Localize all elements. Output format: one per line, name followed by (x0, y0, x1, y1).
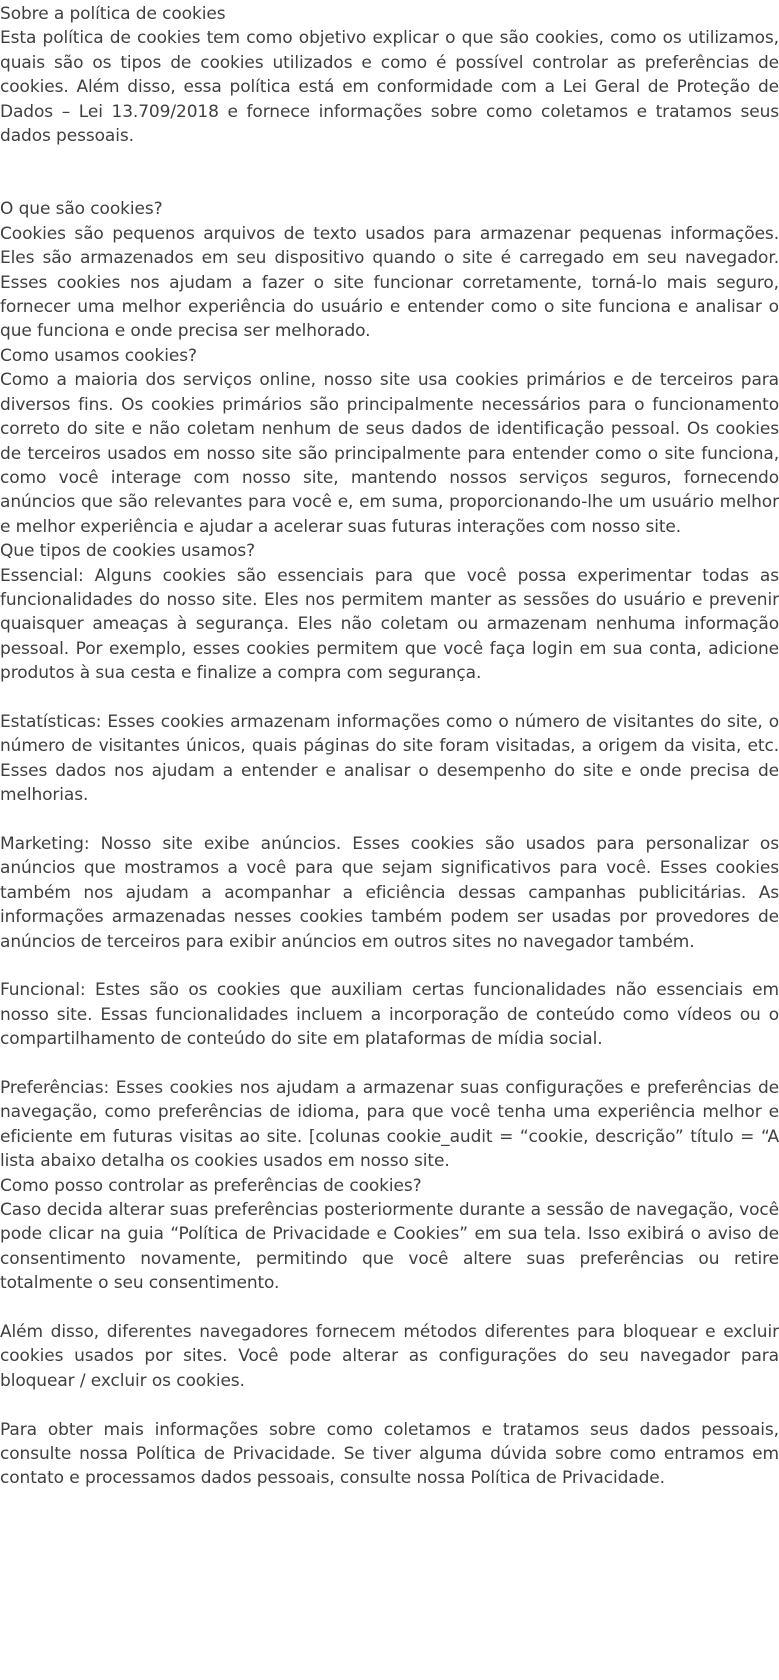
spacer (0, 808, 779, 832)
paragraph-preferences: Preferências: Esses cookies nos ajudam a armazenar suas configurações e preferências de navegação, como preferências de idioma, para que você tenha uma experiência melhor e eficiente em futuras visitas ao site. [colunas cookie_audit = “cookie, descrição” título = “A lista abaixo detalha os cookies usados em nosso site. (0, 1078, 779, 1172)
spacer (0, 1393, 779, 1417)
paragraph-functional: Funcional: Estes são os cookies que auxiliam certas funcionalidades não essenciais em nosso site. Essas funcionalidades incluem a incorporação de conteúdo como vídeos ou o compartilhamento de conteúdo do site em plataformas de mídia social. (0, 980, 779, 1050)
spacer (0, 686, 779, 710)
paragraph-control-2: Além disso, diferentes navegadores fornecem métodos diferentes para bloquear e excluir cookies usados por sites. Você pode alterar as configurações do seu navegador para bloquear / excluir os cookies. (0, 1322, 779, 1391)
paragraph-how: Como a maioria dos serviços online, nosso site usa cookies primários e de terceiros para diversos fins. Os cookies primários são principalmente necessários para o funcionamento correto do site e não coletam nenhum de seus dados de identificação pessoal. Os cookies de terceiros usados em nosso site são principalmente para entender como o site funciona, como você interage com nosso site, mantendo nossos serviços seguros, fornecendo anúncios que são relevantes para você e, em suma, proporcionando-lhe um usuário melhor e melhor experiência e ajudar a acelerar suas futuras interações com nosso site. (0, 370, 779, 537)
paragraph-statistics: Estatísticas: Esses cookies armazenam informações como o número de visitantes do site, o número de visitantes únicos, quais páginas do site foram visitadas, a origem da visita, etc. Esses dados nos ajudam a entender e analisar o desempenho do site e onde precisa de melhorias. (0, 711, 779, 806)
paragraph-what: Cookies são pequenos arquivos de texto usados para armazenar pequenas informações. Eles são armazenados em seu dispositivo quando o site é carregado em seu navegador. Esses cookies nos ajudam a fazer o site funcionar corretamente, torná-lo mais seguro, fornecer uma melhor experiência do usuário e entender como o site funciona e analisar o que funciona e onde precisa ser melhorado. (0, 223, 779, 342)
spacer (0, 148, 779, 197)
spacer (0, 954, 779, 978)
section-heading-what: O que são cookies? (0, 199, 163, 220)
section-heading-types: Que tipos de cookies usamos? (0, 541, 256, 562)
section-heading-how: Como usamos cookies? (0, 345, 197, 366)
paragraph-essential: Essencial: Alguns cookies são essenciais para que você possa experimentar todas as funcionalidades do nosso site. Eles nos permitem manter as sessões do usuário e prevenir quaisquer ameaças à segurança. Eles não coletam ou armazenam nenhuma informação pessoal. Por exemplo, esses cookies permitem que você faça login em sua conta, adicione produtos à sua cesta e finalize a compra com segurança. (0, 565, 779, 684)
paragraph-marketing: Marketing: Nosso site exibe anúncios. Esses cookies são usados para personalizar os anúncios que mostramos a você para que sejam significativos para você. Esses cookies também nos ajudam a acompanhar a eficiência dessas campanhas publicitárias. As informações armazenadas nesses cookies também podem ser usadas por provedores de anúncios de terceiros para exibir anúncios em outros sites no navegador também. (0, 833, 779, 952)
spacer (0, 1296, 779, 1320)
paragraph-control-1: Caso decida alterar suas preferências posteriormente durante a sessão de navegação, você pode clicar na guia “Política de Privacidade e Cookies” em sua tela. Isso exibirá o aviso de consentimento novamente, permitindo que você altere suas preferências ou retire totalmente o seu consentimento. (0, 1200, 779, 1294)
section-heading-control: Como posso controlar as preferências de cookies? (0, 1175, 422, 1196)
paragraph-about: Esta política de cookies tem como objetivo explicar o que são cookies, como os utilizamos, quais são os tipos de cookies utilizados e como é possível controlar as preferências de cookies. Além disso, essa política está em conformidade com a Lei Geral de Proteção de Dados – Lei 13.709/2018 e fornece informações sobre como coletamos e tratamos seus dados pessoais. (0, 28, 779, 147)
section-heading-about: Sobre a política de cookies (0, 4, 226, 24)
spacer (0, 1052, 779, 1076)
paragraph-control-3: Para obter mais informações sobre como coletamos e tratamos seus dados pessoais, consulte nossa Política de Privacidade. Se tiver alguma dúvida sobre como entramos em contato e processamos dados pessoais, consulte nossa Política de Privacidade. (0, 1419, 779, 1489)
